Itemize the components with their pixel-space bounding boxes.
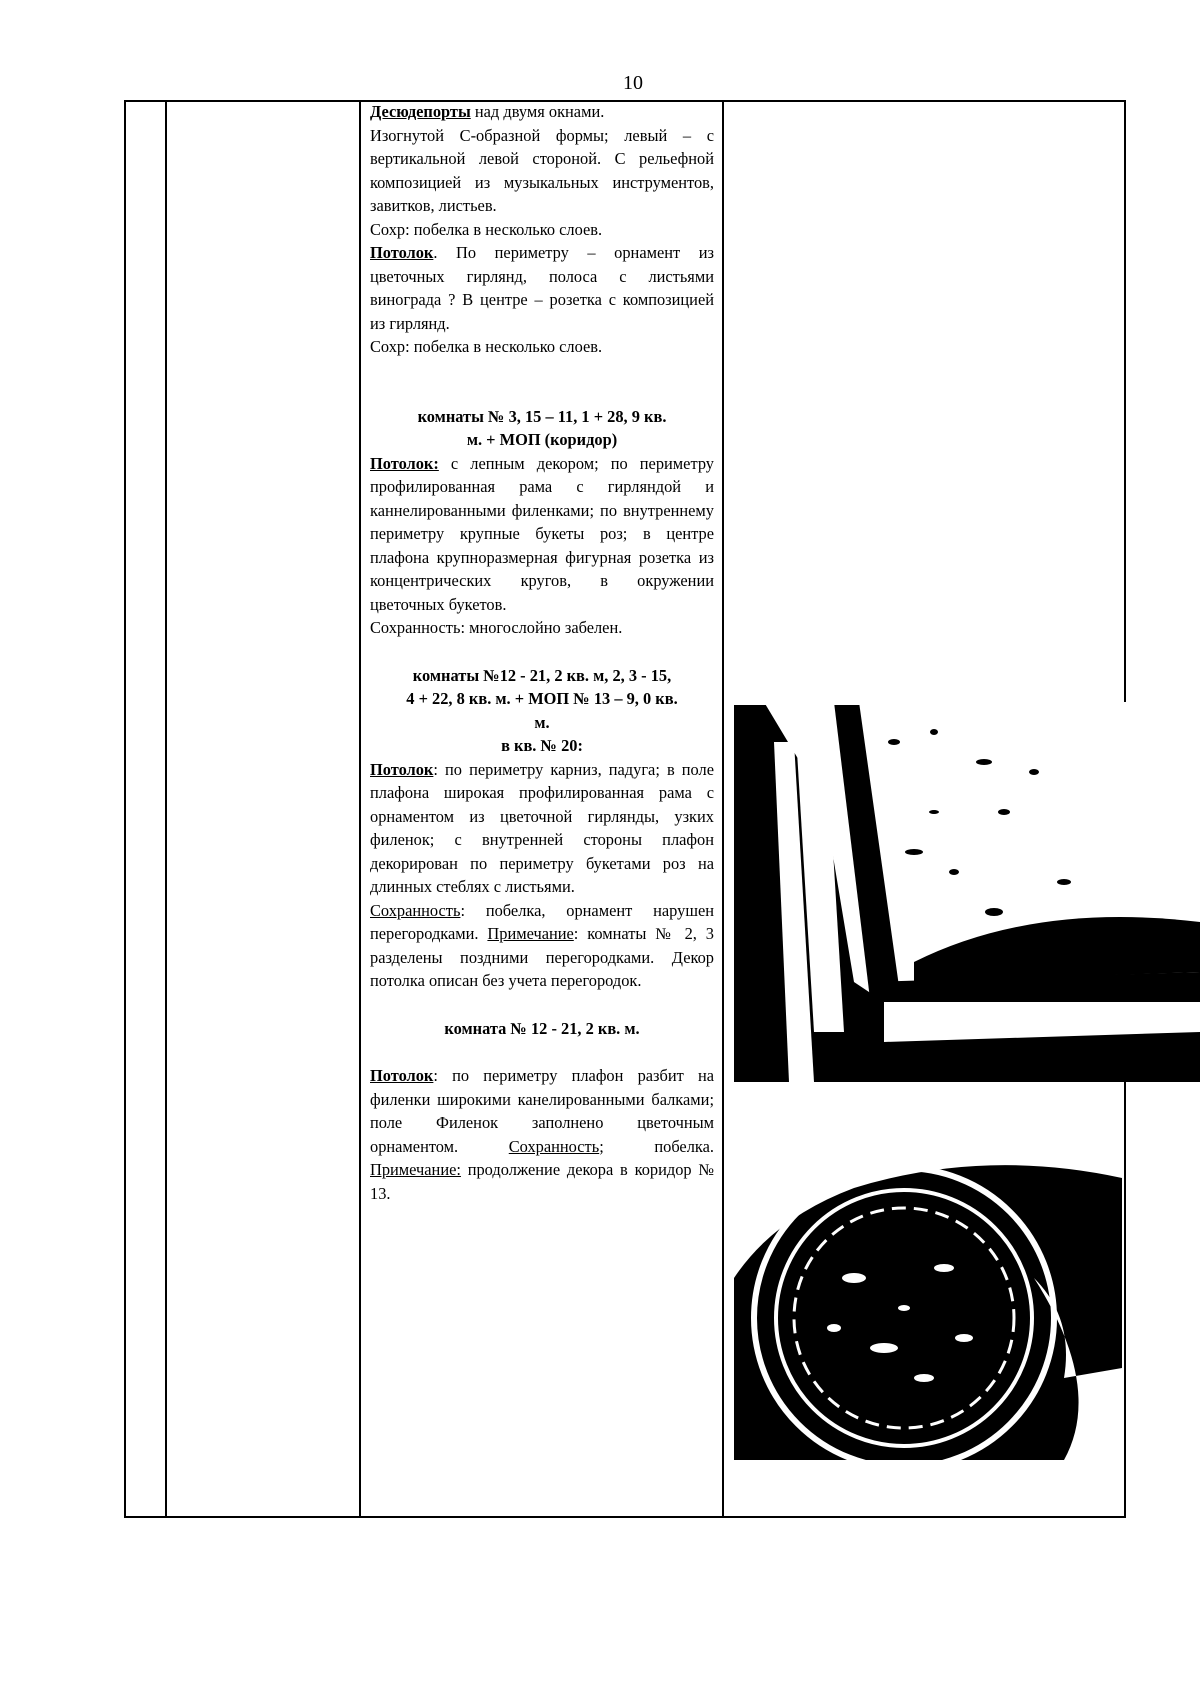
- note-text-4: продолжение декора в коридор № 13.: [370, 1160, 714, 1203]
- rooms-title-1a: комнаты № 3, 15 – 11, 1 + 28, 9 кв.: [417, 406, 667, 426]
- column-divider-3: [722, 100, 724, 1518]
- ceiling-text-4: : по периметру плафон разбит на филенки широкими канелированными балками; поле Филенок заполнено цветочным орнаментом.: [370, 1066, 714, 1156]
- ceiling-text-2: с лепным декором; по периметру профилированная рама с гирляндой и каннелированными филенками; по внутреннему периметру крупные букеты роз; в центре плафона крупноразмерная фигурная розетка из концентрических кругов, в окружении цветочных букетов.: [370, 453, 714, 614]
- supraporte-description: Изогнутой С-образной формы; левый – с вертикальной левой стороной. С рельефной композицией из музыкальных инструментов, завитков, листьев.: [370, 125, 714, 215]
- rooms-title-2a: комнаты №12 - 21, 2 кв. м, 2, 3 - 15,: [412, 665, 672, 685]
- ceiling-label-4: Потолок: [370, 1066, 434, 1085]
- ceiling-label-2: Потолок:: [370, 453, 439, 473]
- rooms-title-1b: м. + МОП (коридор): [466, 430, 618, 449]
- ceiling-condition-1: Сохр: побелка в несколько слоев.: [370, 337, 603, 356]
- description-column: [370, 100, 714, 1205]
- supraporte-label: Десюдепорты: [370, 102, 471, 121]
- supraporte-text: над двумя окнами.: [470, 102, 605, 121]
- note-label-4: Примечание:: [370, 1160, 461, 1179]
- ceiling-paragraph-3: [370, 758, 714, 899]
- condition-label-3: Сохранность: [370, 900, 461, 920]
- note-text-3: : комнаты № 2, 3 разделены поздними перегородками. Декор потолка описан без учета перегородок.: [370, 924, 714, 990]
- column-divider-1: [165, 100, 167, 1518]
- page-number: 10: [623, 72, 643, 94]
- room-title-3: комната № 12 - 21, 2 кв. м.: [444, 1018, 640, 1038]
- condition-paragraph-3: [370, 899, 714, 993]
- condition-2: Сохранность: многослойно забелен.: [370, 618, 623, 637]
- ceiling-cornice-photo: [734, 702, 1200, 1082]
- ceiling-paragraph-1: [370, 241, 714, 335]
- condition-text-3: : побелка, орнамент нарушен перегородками.: [370, 900, 714, 943]
- ceiling-paragraph-4: [370, 1064, 714, 1205]
- ceiling-label-1: Потолок: [370, 243, 434, 262]
- supraporte-condition: Сохр: побелка в несколько слоев.: [370, 219, 603, 239]
- ceiling-text-3: : по периметру карниз, падуга; в поле плафона широкая профилированная рама с орнаментом из цветочной гирлянды, узких филенок; с внутренней стороны плафон декорирован по периметру букетами роз на длинных стеблях с листьями.: [370, 759, 714, 896]
- rooms-title-2d: в кв. № 20:: [501, 736, 583, 755]
- ceiling-text-1: . По периметру – орнамент из цветочных гирлянд, полоса с листьями винограда ? В центре – розетка с композицией из гирлянд.: [370, 243, 714, 333]
- rooms-title-2b: 4 + 22, 8 кв. м. + МОП № 13 – 9, 0 кв.: [406, 689, 678, 708]
- ceiling-label-3: Потолок: [370, 759, 434, 779]
- note-label-3: Примечание: [487, 924, 574, 943]
- condition-text-4: ; побелка.: [599, 1136, 714, 1156]
- ceiling-paragraph-2: [370, 452, 714, 617]
- ceiling-rosette-photo: [734, 1118, 1122, 1460]
- supraporte-paragraph: [370, 100, 714, 124]
- column-divider-2: [359, 100, 361, 1518]
- condition-label-4: Сохранность: [508, 1136, 600, 1156]
- rooms-title-2c: м.: [534, 712, 550, 732]
